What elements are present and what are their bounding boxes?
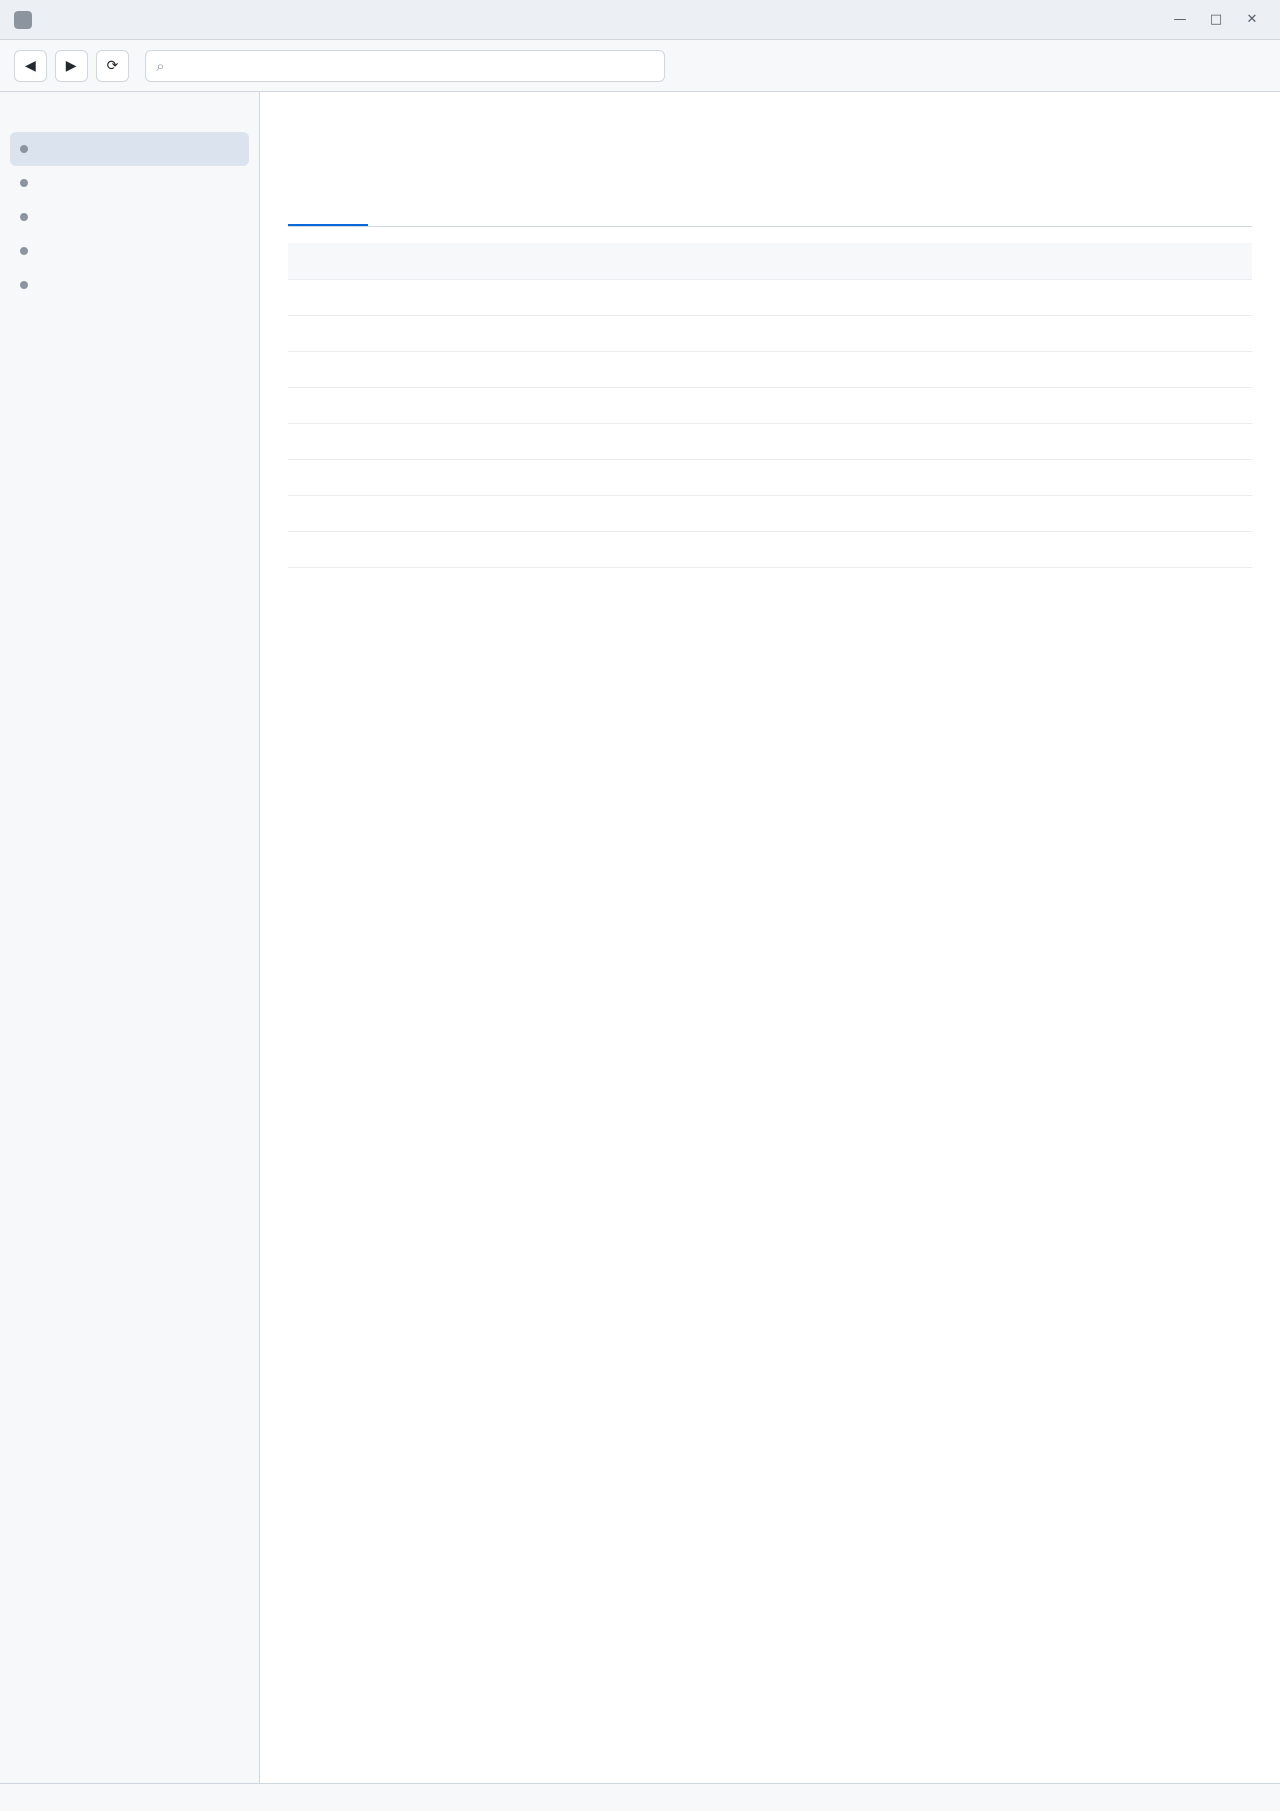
table-cell: [529, 351, 770, 387]
table-row[interactable]: [288, 459, 1252, 495]
table-cell: [529, 387, 770, 423]
table-cell: [1011, 495, 1252, 531]
toolbar: [0, 40, 1280, 92]
tab[interactable]: [456, 190, 536, 226]
app-icon: [14, 11, 32, 29]
table-cell: [529, 315, 770, 351]
sidebar-heading: [10, 108, 249, 132]
maximize-icon[interactable]: □: [1202, 9, 1230, 31]
table-cell: [770, 423, 1011, 459]
close-icon[interactable]: ✕: [1238, 9, 1266, 31]
table-row[interactable]: [288, 279, 1252, 315]
table-cell: [288, 423, 529, 459]
table-cell: [770, 459, 1011, 495]
column-header[interactable]: [529, 243, 770, 279]
data-table: [288, 243, 1252, 568]
title-bar: [0, 0, 1280, 40]
sidebar-item-icon: [20, 281, 28, 289]
table-cell: [529, 495, 770, 531]
breadcrumb: [288, 116, 1252, 134]
table-cell: [770, 495, 1011, 531]
table-row[interactable]: [288, 495, 1252, 531]
table-cell: [1011, 387, 1252, 423]
table-row[interactable]: [288, 315, 1252, 351]
search-input[interactable]: [173, 58, 655, 74]
table-row[interactable]: [288, 387, 1252, 423]
tab-bar: [288, 190, 1252, 227]
table-header-row: [288, 243, 1252, 279]
table-cell: [1011, 531, 1252, 567]
search-box: [145, 50, 665, 82]
table-cell: [529, 459, 770, 495]
table-cell: [288, 315, 529, 351]
status-bar: [0, 1783, 1280, 1811]
back-icon[interactable]: ◀: [14, 50, 47, 82]
table-cell: [1011, 423, 1252, 459]
sidebar: [0, 92, 260, 1783]
sidebar-item-icon: [20, 145, 28, 153]
refresh-icon[interactable]: ⟳: [96, 50, 130, 82]
window-controls: [1166, 9, 1266, 31]
table-cell: [288, 387, 529, 423]
sidebar-item[interactable]: [10, 234, 249, 268]
sidebar-item[interactable]: [10, 200, 249, 234]
table-cell: [1011, 459, 1252, 495]
table-cell: [529, 423, 770, 459]
table-cell: [288, 279, 529, 315]
table-row[interactable]: [288, 351, 1252, 387]
table-cell: [529, 279, 770, 315]
search-icon: ⌕: [156, 56, 165, 75]
forward-icon[interactable]: ▶: [55, 50, 88, 82]
table-cell: [288, 351, 529, 387]
tab[interactable]: [372, 190, 452, 226]
table-row[interactable]: [288, 531, 1252, 567]
table-cell: [1011, 351, 1252, 387]
table-cell: [770, 315, 1011, 351]
sidebar-item-icon: [20, 179, 28, 187]
sidebar-item-icon: [20, 247, 28, 255]
table-cell: [770, 279, 1011, 315]
sidebar-item[interactable]: [10, 166, 249, 200]
column-header[interactable]: [770, 243, 1011, 279]
table-cell: [770, 531, 1011, 567]
minimize-icon[interactable]: —: [1166, 9, 1194, 31]
workspace: [0, 92, 1280, 1783]
sidebar-list: [10, 132, 249, 302]
tab[interactable]: [288, 190, 368, 226]
table-row[interactable]: [288, 423, 1252, 459]
sidebar-item[interactable]: [10, 132, 249, 166]
table-cell: [288, 459, 529, 495]
page-title: [288, 142, 1252, 174]
main-content: [260, 92, 1280, 1783]
table-cell: [288, 531, 529, 567]
table-cell: [770, 351, 1011, 387]
table-cell: [529, 531, 770, 567]
column-header[interactable]: [1011, 243, 1252, 279]
sidebar-item-icon: [20, 213, 28, 221]
column-header[interactable]: [288, 243, 529, 279]
table-body: [288, 279, 1252, 567]
table-cell: [1011, 315, 1252, 351]
table-cell: [288, 495, 529, 531]
sidebar-item[interactable]: [10, 268, 249, 302]
table-cell: [1011, 279, 1252, 315]
table-cell: [770, 387, 1011, 423]
